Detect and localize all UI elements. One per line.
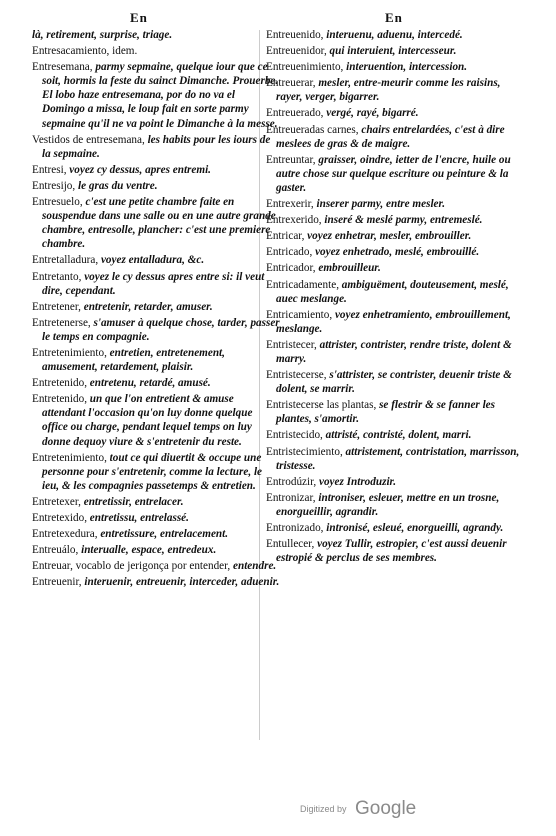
entry-definition: interuention, intercession. (346, 61, 468, 74)
dictionary-entry (266, 368, 526, 396)
entry-headword: Entreuerado, (266, 107, 324, 120)
entry-definition: parmy sepmaine, quelque iour que ce soit, hormis la feste du sainct Dimanche. Prouerbe. El lobo haze entresemana, por do no va el Domingo a missa, le loup fait en sorte parmy sepmaine qu'il ne va point le Dimanche à la messe. (42, 61, 279, 130)
entry-headword: Entresemana, (32, 61, 93, 74)
entry-definition: les habits pour les iours de la sepmaine. (42, 133, 271, 160)
entry-headword: Entretener, (32, 300, 81, 313)
dictionary-entry (266, 338, 526, 366)
dictionary-entry (266, 213, 526, 227)
entry-headword: Entricar, (266, 230, 305, 243)
entry-definition: qui interuient, intercesseur. (329, 45, 457, 58)
entry-definition: intronisé, esleué, enorgueilli, agrandy. (326, 522, 504, 534)
dictionary-entry (32, 179, 280, 193)
entry-definition: attristé, contristé, dolent, marri. (325, 429, 472, 442)
entry-headword: Entretenido, (32, 393, 87, 406)
entry-headword: Entrexerir, (266, 198, 314, 211)
entry-headword: Entreuenidor, (266, 45, 327, 58)
entry-headword: Entresacamiento, idem. (32, 45, 138, 58)
dictionary-entry (266, 245, 526, 259)
dictionary-entry (32, 451, 280, 493)
entry-definition: le gras du ventre. (78, 179, 158, 192)
entry-definition: s'attrister, se contrister, deuenir triste & dolent, se marrir. (276, 369, 512, 396)
dictionary-entry (266, 229, 526, 243)
entry-definition: inseré & meslé parmy, entremeslé. (324, 214, 483, 227)
entry-definition: c'est une petite chambre faite en souspendue dans une salle ou en une autre grande chambre, entresolle, plancher: c'est une premiere chambre. (42, 196, 276, 251)
entry-definition: tout ce qui diuertit & occupe une personne pour s'entretenir, comme la lecture, le ieu, & les compagnies passetemps & entretien. (42, 451, 263, 492)
dictionary-entry (32, 133, 280, 161)
entry-definition: voyez le cy dessus apres entre si: il veut dire, cependant. (42, 270, 265, 297)
left-column (32, 28, 280, 591)
dictionary-entry (266, 261, 526, 275)
dictionary-entry (32, 44, 280, 58)
entry-definition: interuenu, aduenu, intercedé. (326, 29, 463, 41)
entry-headword: Entresuelo, (32, 196, 83, 209)
dictionary-entry (266, 537, 526, 565)
dictionary-entry (32, 316, 280, 344)
entry-definition: attrister, contrister, rendre triste, dolent & marry. (276, 338, 512, 365)
entry-headword: Entrodúzir, (266, 475, 317, 488)
dictionary-entry (266, 491, 526, 519)
dictionary-entry (32, 575, 280, 589)
dictionary-entry (32, 300, 280, 314)
entry-definition: voyez enhetrado, meslé, embrouillé. (315, 246, 480, 259)
dictionary-entry (266, 197, 526, 211)
entry-definition: chairs entrelardées, c'est à dire meslees de gras & de maigre. (276, 123, 505, 150)
dictionary-entry (266, 308, 526, 336)
entry-headword: Entreuntar, (266, 153, 316, 166)
entry-definition: entretenir, retarder, amuser. (83, 300, 213, 313)
dictionary-entry (266, 398, 526, 426)
entry-headword: Entricado, (266, 246, 313, 259)
entry-definition: là, retirement, surprise, triage. (32, 29, 173, 41)
entry-definition: entretien, entretenement, amusement, retardement, plaisir. (42, 346, 225, 374)
entry-headword: Entreuar, vocablo de jerigonça por entender, (32, 560, 231, 573)
dictionary-entry (266, 106, 526, 120)
entry-definition: vergé, rayé, bigarré. (326, 107, 419, 120)
entry-definition: ambiguëment, douteusement, meslé, auec meslange. (276, 278, 509, 305)
entry-headword: Entricamiento, (266, 308, 333, 321)
dictionary-entry (266, 123, 526, 151)
dictionary-entry (266, 445, 526, 473)
entry-definition: voyez enhetrar, mesler, embrouiller. (307, 230, 472, 243)
entry-headword: Entretexido, (32, 512, 87, 524)
entry-definition: entretissure, entrelacement. (100, 528, 229, 541)
entry-definition: embrouilleur. (318, 262, 381, 275)
running-head-left: En (130, 10, 148, 25)
entry-definition: un que l'on entretient & amuse attendant l'occasion qu'on luy donne quelque office ou charge, pendant lequel temps on luy donne dequoy viure & s'entretenir du reste. (42, 393, 253, 448)
entry-headword: Entresijo, (32, 179, 76, 192)
entry-headword: Entretenimiento, (32, 346, 107, 359)
entry-headword: Entreuenido, (266, 29, 324, 41)
entry-headword: Entreuenimiento, (266, 61, 344, 74)
dictionary-entry (266, 428, 526, 442)
dictionary-entry (266, 28, 526, 42)
entry-headword: Entristecerse las plantas, (266, 399, 377, 412)
entry-headword: Entreuálo, (32, 544, 79, 557)
entry-definition: entretissu, entrelassé. (89, 512, 189, 524)
entry-definition: entretissir, entrelacer. (83, 495, 184, 508)
entry-headword: Entristecer, (266, 338, 317, 351)
entry-definition: attristement, contristation, marrisson, tristesse. (276, 445, 520, 472)
entry-definition: graisser, oindre, ietter de l'encre, huile ou autre chose sur quelque escriture ou peinture & la gaster. (276, 153, 511, 194)
entry-headword: Entronizado, (266, 522, 324, 534)
entry-definition: interuenir, entreuenir, interceder, aduenir. (84, 576, 280, 589)
entry-definition: introniser, esleuer, mettre en un trosne, enorgueillir, agrandir. (276, 491, 500, 518)
entry-definition: mesler, entre-meurir comme les raisins, rayer, verger, bigarrer. (276, 77, 501, 104)
dictionary-entry (266, 76, 526, 104)
entry-headword: Entullecer, (266, 538, 315, 551)
entry-headword: Entricadamente, (266, 278, 339, 291)
entry-headword: Entristecimiento, (266, 445, 343, 458)
dictionary-entry (32, 376, 280, 390)
running-head-right: En (385, 10, 403, 25)
entry-definition: voyez Introduzir. (319, 475, 397, 488)
entry-definition: interualle, espace, entredeux. (81, 544, 217, 557)
entry-headword: Entretexedura, (32, 528, 98, 541)
entry-headword: Entreuerar, (266, 77, 316, 90)
entry-headword: Entrexerido, (266, 214, 322, 227)
entry-definition: voyez entalladura, &c. (100, 254, 205, 267)
dictionary-entry (32, 543, 280, 557)
entry-definition: se flestrir & se fanner les plantes, s'amortir. (276, 399, 495, 426)
dictionary-entry (266, 153, 526, 195)
entry-definition: entendre. (233, 560, 277, 573)
dictionary-entry (32, 163, 280, 177)
dictionary-entry (32, 270, 280, 298)
dictionary-entry (32, 559, 280, 573)
entry-headword: Entreuenir, (32, 576, 82, 589)
entry-headword: Entreueradas carnes, (266, 123, 359, 136)
dictionary-entry (266, 475, 526, 489)
entry-headword: Entronizar, (266, 491, 316, 504)
entry-headword: Entresi, (32, 163, 67, 176)
dictionary-entry (266, 278, 526, 306)
dictionary-entry (266, 521, 526, 535)
entry-headword: Vestidos de entresemana, (32, 133, 145, 146)
right-column (266, 28, 526, 567)
dictionary-entry (32, 392, 280, 448)
dictionary-entry (32, 511, 280, 525)
entry-headword: Entretenimiento, (32, 451, 107, 464)
dictionary-entry (266, 44, 526, 58)
dictionary-entry (32, 195, 280, 251)
entry-headword: Entretanto, (32, 270, 82, 283)
dictionary-entry (266, 60, 526, 74)
dictionary-entry (32, 527, 280, 541)
entry-headword: Entretenerse, (32, 316, 91, 329)
dictionary-entry (32, 495, 280, 509)
digitized-watermark (300, 798, 416, 820)
dictionary-entry (32, 346, 280, 374)
entry-definition: s'amuser à quelque chose, tarder, passer le temps en compagnie. (42, 316, 280, 343)
entry-definition: inserer parmy, entre mesler. (316, 198, 446, 211)
dictionary-entry (32, 28, 280, 42)
entry-headword: Entricador, (266, 262, 316, 275)
entry-headword: Entretenido, (32, 377, 87, 390)
entry-definition: voyez cy dessus, apres entremi. (69, 163, 211, 176)
dictionary-entry (32, 253, 280, 267)
entry-definition: voyez enhetramiento, embrouillement, meslange. (276, 308, 511, 335)
dictionary-entry (32, 60, 280, 130)
entry-headword: Entretalladura, (32, 254, 99, 267)
entry-headword: Entretexer, (32, 495, 81, 508)
entry-headword: Entristecerse, (266, 369, 327, 382)
entry-headword: Entristecido, (266, 429, 323, 442)
digitized-label: Digitized by (300, 804, 347, 814)
entry-definition: entretenu, retardé, amusé. (89, 377, 211, 390)
google-logo: Google (354, 798, 417, 819)
entry-definition: voyez Tullir, estropier, c'est aussi deuenir estropié & perclus de ses membres. (276, 538, 507, 565)
